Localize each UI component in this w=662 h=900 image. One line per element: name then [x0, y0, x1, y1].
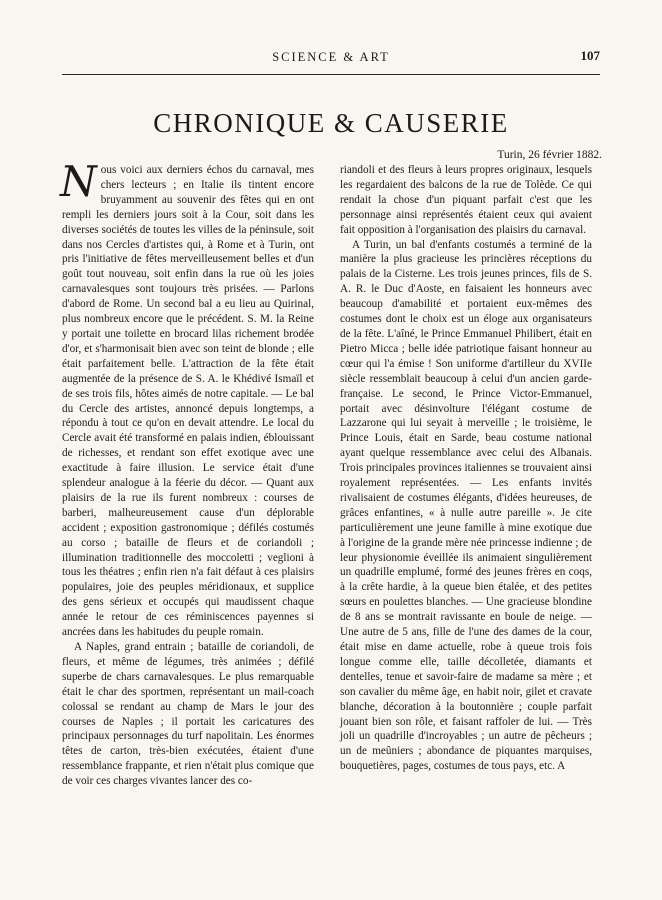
section-title: SCIENCE & ART: [272, 50, 390, 64]
paragraph: riandoli et des fleurs à leurs propres originaux, lesquels les regardaient des balcons de la rue de Tolède. Ce qui rendait la chose d'un piquant parfait c'est que les personnage ainsi représentés étaient ceux qui avaient fait opposition à l'organisation des plaisirs du carnaval.: [340, 164, 592, 236]
header-rule: [62, 74, 600, 75]
article-title: CHRONIQUE & CAUSERIE: [153, 108, 509, 138]
running-head: [62, 46, 600, 68]
left-column: [60, 157, 314, 789]
dateline: Turin, 26 février 1882.: [497, 149, 602, 161]
paragraph: A Turin, un bal d'enfants costumés a terminé de la manière la plus gracieuse les princières réceptions du palais de la Cisterne. Les trois jeunes princes, fils de S. A. R. le Duc d'Aoste, en faisaient les honneurs avec beaucoup d'amabilité et portaient eux-mêmes des costumes dont le choix est un éloge aux organisateurs de la fête. L'aîné, le Prince Emmanuel Philibert, était en Pietro Micca ; belle idée patriotique faisant honneur au cœur qui l'a émise ! Son uniforme d'artilleur du XVIIe siècle ressemblait beaucoup à celui d'un ancien garde-française. Le second, le Prince Victor-Emmanuel, portait avec désinvolture l'élégant costume de Lazzarone qui lui seyait à merveille ; le troisième, le Prince Louis, était en Sarde, beau costume national ayant quelque ressemblance avec celui des Albanais. Trois principales provinces italiennes se trouvaient ainsi royalement représentées. — Les enfants invités rivalisaient de costumes élégants, d'idées heureuses, de grâces enfantines, « à nulle autre pareille ». Je cite particulièrement une jeune famille à mine exotique due à l'origine de la grande mère née princesse indienne ; de leur physionomie éveillée ils animaient singulièrement un quadrille emplumé, formé des jeunes frères en coqs, à la crête hardie, à la queue bien étalée, et des petites sœurs en poulettes blanches. — Une gracieuse blondine de 8 ans se montrait ravissante en boule de neige. — Une autre de 5 ans, fille de l'une des dames de la cour, était mise en dame actuelle, robe à queue trois fois longue comme elle, taille décolletée, diamants et dentelles, tenue et savoir-faire de madame sa mère ; et son cavalier du même âge, en habit noir, gilet et cravate blanche, décoration à la boutonnière ; couple parfait jouant bien son rôle, et faisant raffoler de lui. — Très joli un quadrille d'incroyables ; un autre de pêcheurs ; un de meûniers ; abondance de piquantes marquises, bouquetières, pages, costumes de tous pays, etc. A: [340, 238, 592, 773]
right-column: [340, 163, 592, 774]
page-number: 107: [580, 48, 600, 63]
drop-cap: N: [60, 157, 97, 206]
paragraph: [60, 157, 314, 640]
paragraph: A Naples, grand entrain ; bataille de coriandoli, de fleurs, et même de légumes, très animées ; défilé superbe de chars carnavalesques. Le plus remarquable était le char des sportmen, représentant un mail-coach colossal se rendant au champ de Mars le jour des courses de Naples ; il portait les caricatures des principaux personnages du turf napolitain. Les énormes têtes de carton, très-bien exécutées, étaient d'une ressemblance frappante, et rien n'était plus comique que de voir ces charges vivantes lancer des co-: [62, 641, 314, 788]
paragraph-text: ous voici aux derniers échos du carnaval, mes chers lecteurs ; en Italie ils tintent encore bruyamment au souvenir des fêtes qui en ont rempli les derniers jours soit à la Cour, soit dans les diverses sociétés de toutes les villes de la péninsule, soit dans nos Cercles d'artistes qui, à Rome et à Turin, ont pris l'initiative de fêtes merveilleusement belles et d'un goût tout nouveau, soit enfin dans la rue où les joies carnavalesques sont toujours très prisées. — Parlons d'abord de Rome. Un second bal a eu lieu au Quirinal, plus nombreux encore que le précédent. S. M. la Reine y portait une toilette en brocard lilas richement brodée d'or, et s'harmonisait bien avec son teint de blonde ; elle était parfaitement belle. L'attraction de la fête était augmentée de la présence de S. A. le Khédivé Ismaïl et de ses trois fils, hôtes aimés de notre capitale. — Le bal du Cercle des artistes, annoncé depuis longtemps, a répondu à tout ce qu'on en devait attendre. Le local du Cercle avait été transformé en palais indien, éblouissant de richesses, et rendant son effet exotique avec une exactitude à faire illusion. Le service était d'une splendeur analogue à la féerie du décor. — Quant aux plaisirs de la rue ils furent nombreux : courses de barberi, malheureusement cause d'un déplorable accident ; exposition gastronomique ; défilés costumés au corso ; bataille de fleurs et de coriandoli ; illumination traditionnelle des moccoletti ; veglioni à tous les théatres ; enfin rien n'a fait défaut à ces plaisirs populaires, joie des peuples méridionaux, et supplice des gens sérieux et occupés qui maudissent chaque année le retour de ces réminiscences payennes si ancrées dans les habitudes du peuple romain.: [62, 164, 314, 639]
